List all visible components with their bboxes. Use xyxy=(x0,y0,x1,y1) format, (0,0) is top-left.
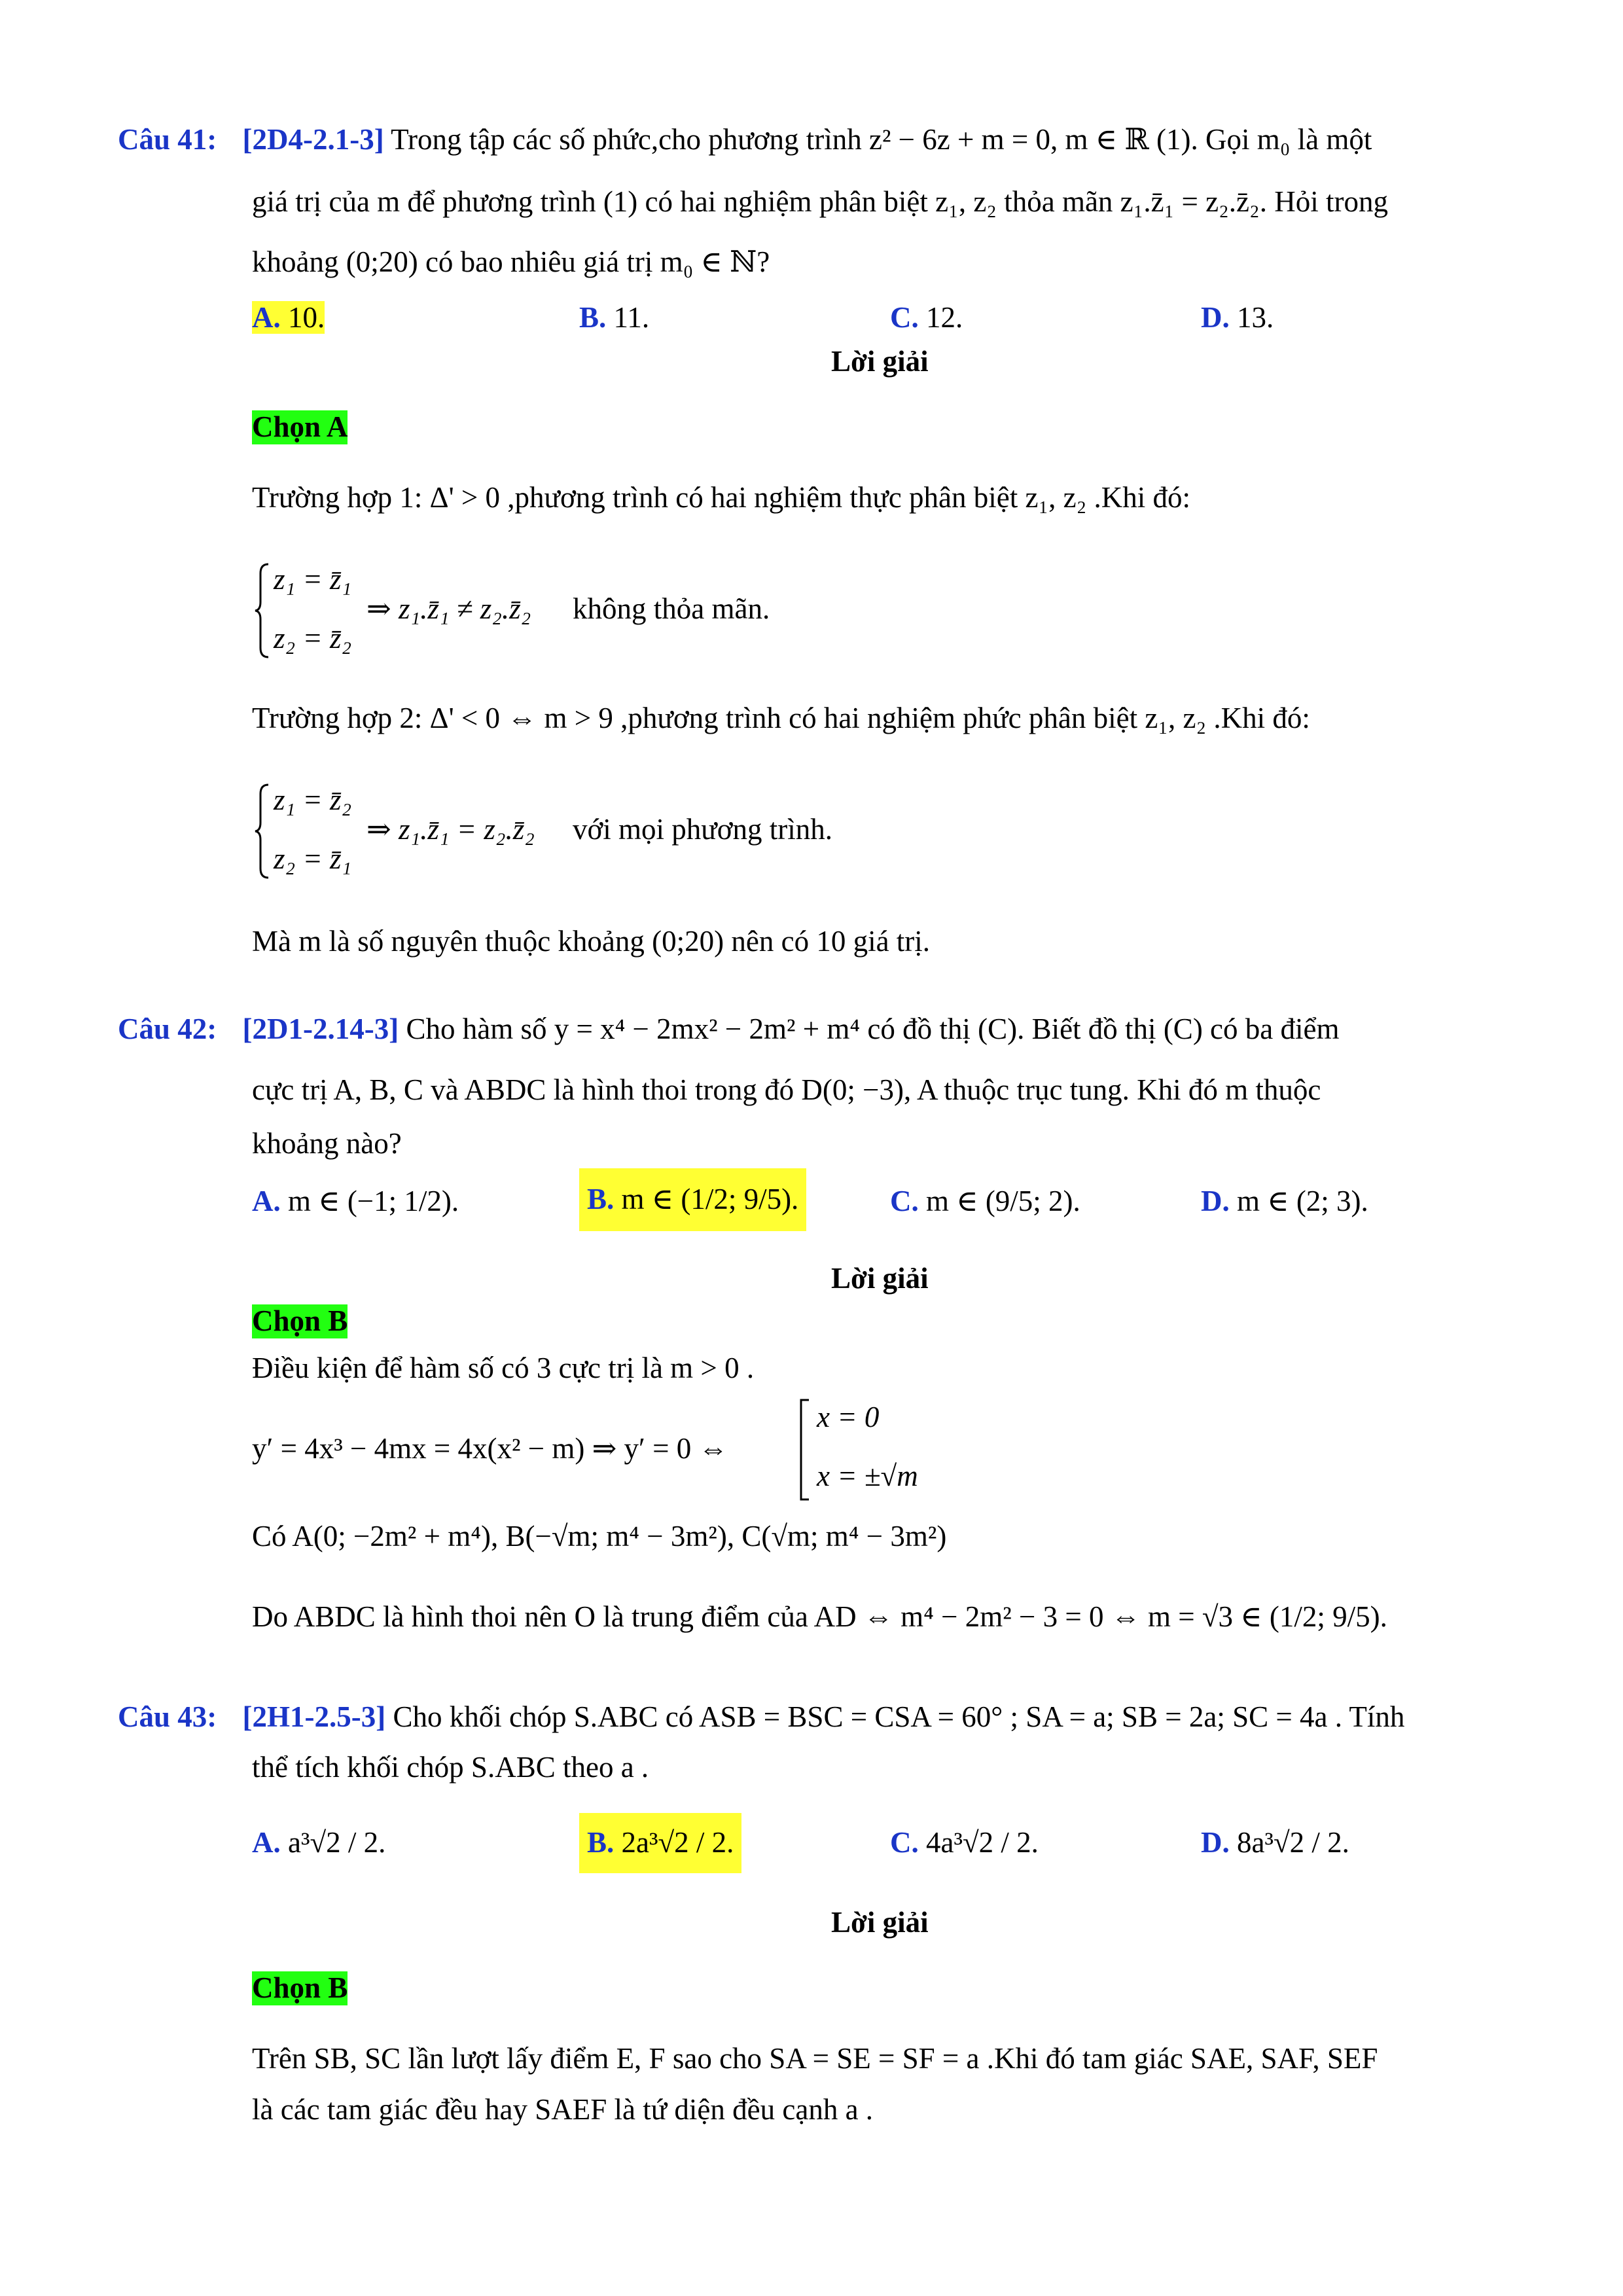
q42-header xyxy=(118,1013,1339,1047)
q41-case1: Trường hợp 1: Δ' > 0 ,phương trình có hai nghiệm thực phân biệt z₁, z₂ .Khi đó: xyxy=(252,481,1191,514)
q42-option-b[interactable]: B. m ∈ (1/2; 9/5). xyxy=(579,1168,806,1231)
q43-choice: Chọn B xyxy=(252,1971,348,2004)
q43-sol2: là các tam giác đều hay SAEF là tứ diện đều cạnh a . xyxy=(252,2093,874,2126)
q43-solution-title: Lời giải xyxy=(831,1906,929,1939)
q41-line1: Trong tập các số phức,cho phương trình z² − 6z + m = 0, m ∈ ℝ (1). Gọi m₀ là một xyxy=(391,123,1372,156)
q43-line2: thể tích khối chóp S.ABC theo a . xyxy=(252,1751,649,1784)
q42-choice: Chọn B xyxy=(252,1304,348,1337)
q41-label: Câu 41: xyxy=(118,123,217,156)
q42-code: [2D1-2.14-3] xyxy=(242,1013,399,1045)
q41-case1-sys-conclusion: ⇒ z₁.z̄₁ ≠ z₂.z̄₂ xyxy=(366,592,531,625)
q43-label: Câu 43: xyxy=(118,1700,217,1733)
q41-case1-sys-top: z₁ = z̄₁ xyxy=(274,563,352,596)
q43-option-a[interactable]: A. a³√2 / 2. xyxy=(252,1826,386,1859)
q41-line3: khoảng (0;20) có bao nhiêu giá trị m₀ ∈ ℕ? xyxy=(252,245,770,278)
q42-solution-title: Lời giải xyxy=(831,1262,929,1295)
q42-line3: khoảng nào? xyxy=(252,1127,402,1160)
q43-option-d[interactable]: D. 8a³√2 / 2. xyxy=(1201,1826,1349,1859)
q42-sol1: Điều kiện để hàm số có 3 cực trị là m > 0 . xyxy=(252,1352,755,1384)
q41-case2-sys-conclusion: ⇒ z₁.z̄₁ = z₂.z̄₂ xyxy=(366,813,535,846)
q41-case2-sys-bot: z₂ = z̄₁ xyxy=(274,842,352,875)
q41-case1-brace-icon xyxy=(254,562,271,660)
q43-line1: Cho khối chóp S.ABC có ASB = BSC = CSA = 60° ; SA = a; SB = 2a; SC = 4a . Tính xyxy=(393,1700,1405,1733)
q41-option-b[interactable]: B. 11. xyxy=(579,301,650,334)
q42-line1: Cho hàm số y = x⁴ − 2mx² − 2m² + m⁴ có đồ thị (C). Biết đồ thị (C) có ba điểm xyxy=(406,1013,1340,1045)
q41-case2-tail: với mọi phương trình. xyxy=(573,813,832,846)
q41-case1-sys-bot: z₂ = z̄₂ xyxy=(274,622,352,655)
q42-sol2-case-top: x = 0 xyxy=(817,1401,880,1433)
q42-sol2-case-bot: x = ±√m xyxy=(817,1460,918,1492)
q41-solution-title: Lời giải xyxy=(831,345,929,378)
q42-sol2-bracket-icon xyxy=(797,1397,812,1502)
q41-option-c[interactable]: C. 12. xyxy=(890,301,963,334)
q41-conclusion: Mà m là số nguyên thuộc khoảng (0;20) nên có 10 giá trị. xyxy=(252,925,931,958)
q41-line2: giá trị của m để phương trình (1) có hai nghiệm phân biệt z₁, z₂ thỏa mãn z₁.z̄₁ = z₂.z̄₂. Hỏi trong xyxy=(252,185,1388,218)
q41-case1-tail: không thỏa mãn. xyxy=(573,592,770,625)
q42-sol2: y′ = 4x³ − 4mx = 4x(x² − m) ⇒ y′ = 0 ⇔ xyxy=(252,1432,728,1465)
q43-sol1: Trên SB, SC lần lượt lấy điểm E, F sao cho SA = SE = SF = a .Khi đó tam giác SAE, SAF, SEF xyxy=(252,2042,1378,2075)
q43-header xyxy=(118,1700,1404,1734)
q41-case2-brace-icon xyxy=(254,782,271,880)
q42-option-c[interactable]: C. m ∈ (9/5; 2). xyxy=(890,1185,1080,1217)
q42-label: Câu 42: xyxy=(118,1013,217,1045)
q42-line2: cực trị A, B, C và ABDC là hình thoi trong đó D(0; −3), A thuộc trục tung. Khi đó m thuộc xyxy=(252,1073,1321,1106)
q42-option-a[interactable]: A. m ∈ (−1; 1/2). xyxy=(252,1185,459,1217)
q43-option-c[interactable]: C. 4a³√2 / 2. xyxy=(890,1826,1039,1859)
q41-option-a[interactable]: A. 10. xyxy=(252,301,325,334)
q41-case2-sys-top: z₁ = z̄₂ xyxy=(274,783,352,816)
q43-code: [2H1-2.5-3] xyxy=(242,1700,386,1733)
q41-option-d[interactable]: D. 13. xyxy=(1201,301,1274,334)
q42-sol3: Có A(0; −2m² + m⁴), B(−√m; m⁴ − 3m²), C(√m; m⁴ − 3m²) xyxy=(252,1520,947,1552)
q41-case2: Trường hợp 2: Δ' < 0 ⇔ m > 9 ,phương trình có hai nghiệm phức phân biệt z₁, z₂ .Khi đó: xyxy=(252,702,1310,734)
q41-header xyxy=(118,123,1372,157)
q41-code: [2D4-2.1-3] xyxy=(242,123,384,156)
q41-choice: Chọn A xyxy=(252,410,348,443)
q42-option-d[interactable]: D. m ∈ (2; 3). xyxy=(1201,1185,1368,1217)
q42-sol4: Do ABDC là hình thoi nên O là trung điểm của AD ⇔ m⁴ − 2m² − 3 = 0 ⇔ m = √3 ∈ (1/2; 9/5). xyxy=(252,1600,1387,1633)
q43-option-b[interactable]: B. 2a³√2 / 2. xyxy=(579,1813,741,1873)
